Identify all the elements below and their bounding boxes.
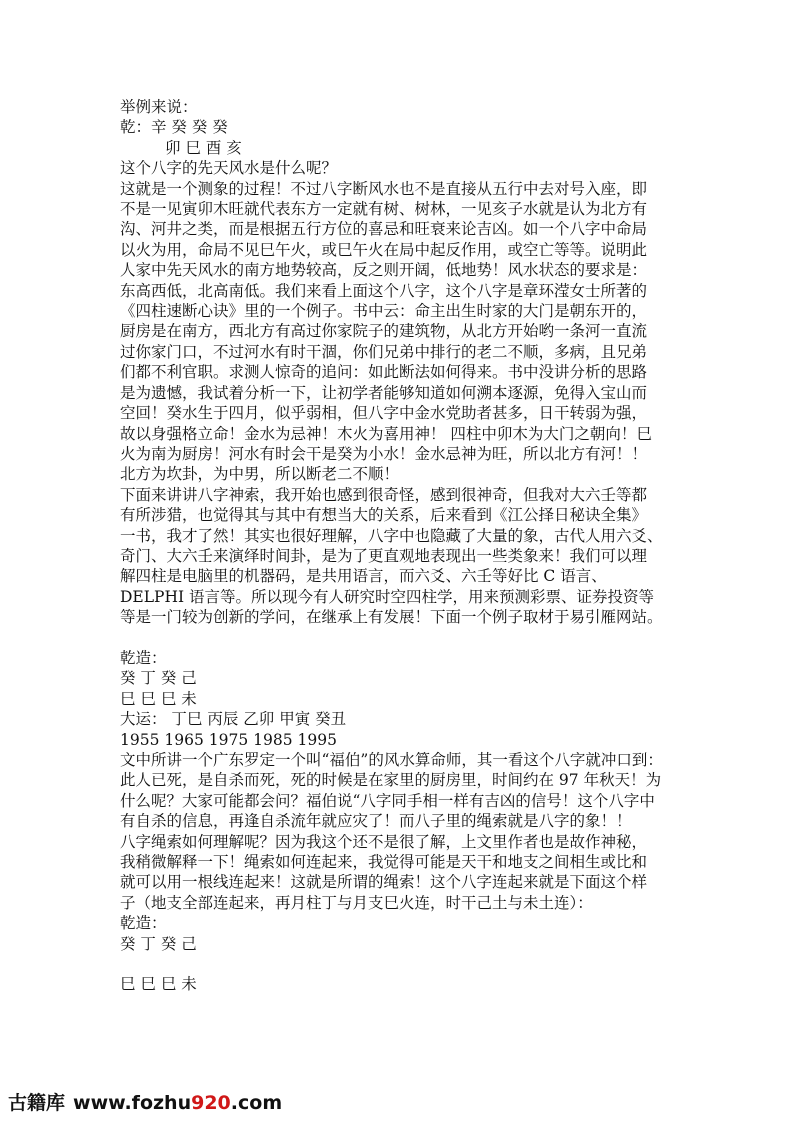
text-line: 解四柱是电脑里的机器码，是共用语言，而六爻、六壬等好比 C 语言、 — [120, 567, 607, 586]
text-line: 这就是一个测象的过程！不过八字断风水也不是直接从五行中去对号入座，即 — [120, 179, 648, 198]
site-url[interactable] — [73, 1092, 282, 1114]
text-line: 奇门、大六壬来演绎时间卦，是为了更直观地表现出一些类象来！我们可以理 — [120, 546, 648, 565]
text-line: 沟、河井之类，而是根据五行方位的喜忌和旺衰来论吉凶。如一个八字中命局 — [120, 220, 648, 239]
blank-line — [120, 628, 680, 648]
text-line: 什么呢？大家可能都会问？福伯说“八字同手相一样有吉凶的信号！这个八字中 — [120, 791, 655, 810]
text-line: 故以身强格立命！金水为忌神！木火为喜用神！ 四柱中卯木为大门之朝向！巳 — [120, 424, 652, 443]
text-line: 这个八字的先天风水是什么呢？ — [120, 159, 338, 178]
text-line: 不是一见寅卯木旺就代表东方一定就有树、树林，一见亥子水就是认为北方有 — [120, 200, 648, 219]
text-line: 厨房是在南方，西北方有高过你家院子的建筑物，从北方开始哟一条河一直流 — [120, 322, 648, 341]
text-line: 大运： 丁巳 丙辰 乙卯 甲寅 癸丑 — [120, 710, 347, 729]
text-line: 巳 巳 巳 未 — [120, 975, 197, 994]
text-line: 下面来讲讲八字神索，我开始也感到很奇怪，感到很神奇，但我对大六壬等都 — [120, 485, 648, 504]
site-name: 古籍库 — [8, 1092, 66, 1114]
document-body — [120, 97, 680, 995]
url-prefix: www.fozhu — [73, 1092, 192, 1114]
site-watermark — [8, 1088, 282, 1115]
text-line: 乾：辛 癸 癸 癸 — [120, 118, 228, 137]
blank-line — [120, 954, 680, 974]
text-line: 八字绳索如何理解呢？因为我这个还不是很了解，上文里作者也是故作神秘， — [120, 832, 648, 851]
text-line: 火为南为厨房！河水有时会干是癸为小水！金水忌神为旺，所以北方有河！！ — [120, 444, 648, 463]
text-line: 乾造： — [120, 914, 167, 933]
text-line: 《四柱速断心诀》里的一个例子。书中云：命主出生时家的大门是朝东开的， — [120, 302, 648, 321]
text-line: 巳 巳 巳 未 — [120, 689, 197, 708]
text-line: 有自杀的信息，再逢自杀流年就应灾了！而八子里的绳索就是八字的象！！ — [120, 812, 632, 831]
text-line: 癸 丁 癸 己 — [120, 934, 197, 953]
text-line: 乾造： — [120, 648, 167, 667]
text-line: 一书，我才了然！其实也很好理解，八字中也隐藏了大量的象，古代人用六爻、 — [120, 526, 663, 545]
text-line: 北方为坎卦，为中男，所以断老二不顺！ — [120, 465, 400, 484]
text-line: 癸 丁 癸 己 — [120, 669, 197, 688]
text-line: 东高西低，北高南低。我们来看上面这个八字，这个八字是章环滢女士所著的 — [120, 281, 648, 300]
text-line: 过你家门口，不过河水有时干涸，你们兄弟中排行的老二不顺，多病，且兄弟 — [120, 342, 648, 361]
text-line: 子（地支全部连起来，再月柱丁与月支巳火连，时干己土与未土连）： — [120, 893, 593, 912]
text-line: 此人已死，是自杀而死，死的时候是在家里的厨房里，时间约在 97 年秋天！为 — [120, 771, 662, 790]
text-line: 举例来说： — [120, 98, 198, 116]
text-line: 卯 巳 酉 亥 — [165, 138, 242, 157]
text-line: 以火为用，命局不见巳午火，或巳午火在局中起反作用，或空亡等等。说明此 — [120, 240, 648, 259]
text-line: DELPHI 语言等。所以现今有人研究时空四柱学，用来预测彩票、证券投资等 — [120, 587, 655, 606]
text-line: 空回！癸水生于四月，似乎弱相，但八字中金水党助者甚多，日干转弱为强， — [120, 404, 648, 423]
text-line: 我稍微解释一下！绳索如何连起来，我觉得可能是天干和地支之间相生或比和 — [120, 853, 648, 872]
text-line: 文中所讲一个广东罗定一个叫“福伯”的风水算命师，其一看这个八字就冲口到： — [120, 750, 663, 769]
url-digits: 920 — [191, 1092, 231, 1114]
url-suffix: .com — [230, 1092, 283, 1114]
text-line: 等是一门较为创新的学问，在继承上有发展！下面一个例子取材于易引雁网站。 — [120, 608, 663, 627]
text-line: 是为遗憾，我试着分析一下，让初学者能够知道如何溯本逐源，免得入宝山而 — [120, 383, 648, 402]
text-line: 有所涉猎，也觉得其与其中有想当大的关系，后来看到《江公择日秘诀全集》 — [120, 506, 648, 525]
text-line: 人家中先天风水的南方地势较高，反之则开阔，低地势！风水状态的要求是： — [120, 261, 648, 280]
text-line: 们都不利官职。求测人惊奇的追问：如此断法如何得来。书中没讲分析的思路 — [120, 363, 648, 382]
text-line: 就可以用一根线连起来！这就是所谓的绳索！这个八字连起来就是下面这个样 — [120, 873, 648, 892]
text-line: 1955 1965 1975 1985 1995 — [120, 730, 337, 749]
